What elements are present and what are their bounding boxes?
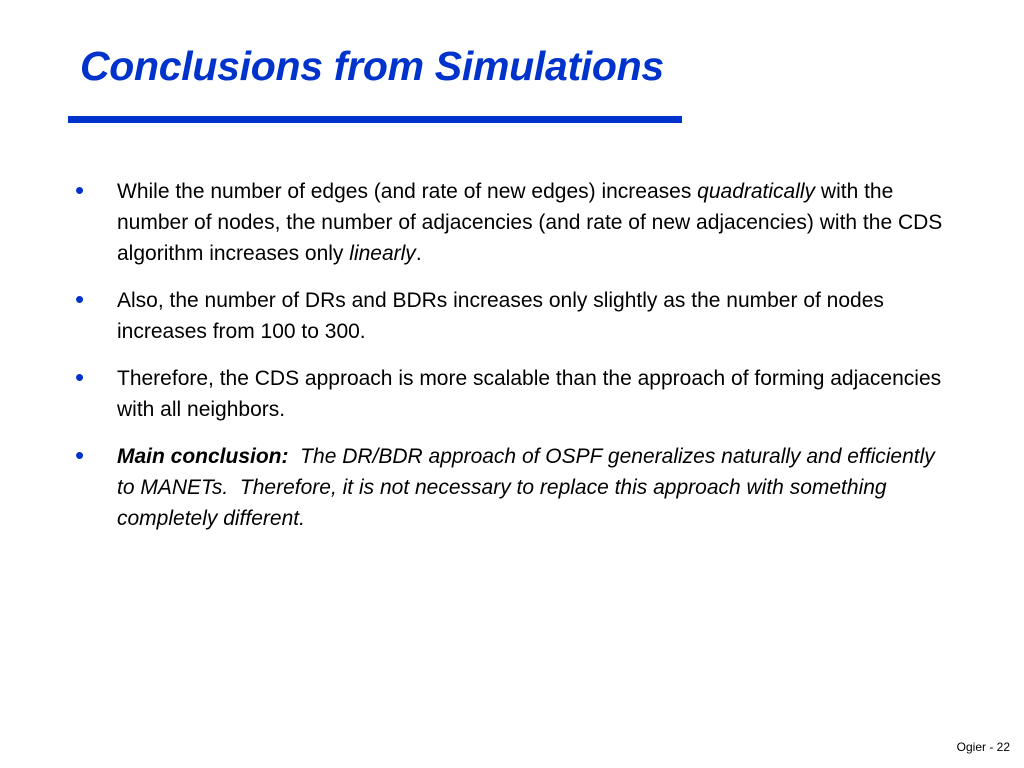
bullet-text: Therefore, the CDS approach is more scalable than the approach of forming adjacencies with all neighbors. <box>117 367 942 421</box>
bullet-text: Also, the number of DRs and BDRs increases only slightly as the number of nodes increases from 100 to 300. <box>117 289 884 343</box>
bullet-text <box>117 441 955 534</box>
bullet-list <box>75 176 955 550</box>
bullet-dot-icon: • <box>75 440 85 470</box>
bullet-text-part: . <box>415 242 422 265</box>
bullet-dot-icon: • <box>75 175 85 205</box>
bullet-item-scalability <box>75 363 955 425</box>
slide-footer-page-number: Ogier - 22 <box>956 740 1010 754</box>
bullet-item-edges-vs-adjacencies <box>75 176 955 269</box>
bullet-item-main-conclusion <box>75 441 955 534</box>
bullet-dot-icon: • <box>75 284 85 314</box>
main-conclusion-label: Main conclusion: <box>117 445 289 468</box>
bullet-text-part: While the number of edges (and rate of new edges) increases <box>117 180 698 203</box>
bullet-dot-icon: • <box>75 362 85 392</box>
bullet-emphasis-quadratically: quadratically <box>697 180 816 203</box>
title-underline-rule <box>68 116 682 123</box>
bullet-item-drs-bdrs <box>75 285 955 347</box>
bullet-emphasis-linearly: linearly <box>349 242 416 265</box>
slide-title: Conclusions from Simulations <box>80 43 664 89</box>
bullet-text <box>117 176 955 269</box>
bullet-text-part: with the number of nodes, the number of adjacencies (and rate of new adjacencies) with the CDS algorithm increases only <box>117 180 943 265</box>
main-conclusion-text: The DR/BDR approach of OSPF generalizes naturally and efficiently to MANETs. Therefore, it is not necessary to replace this approach with something completely different. <box>117 445 941 530</box>
